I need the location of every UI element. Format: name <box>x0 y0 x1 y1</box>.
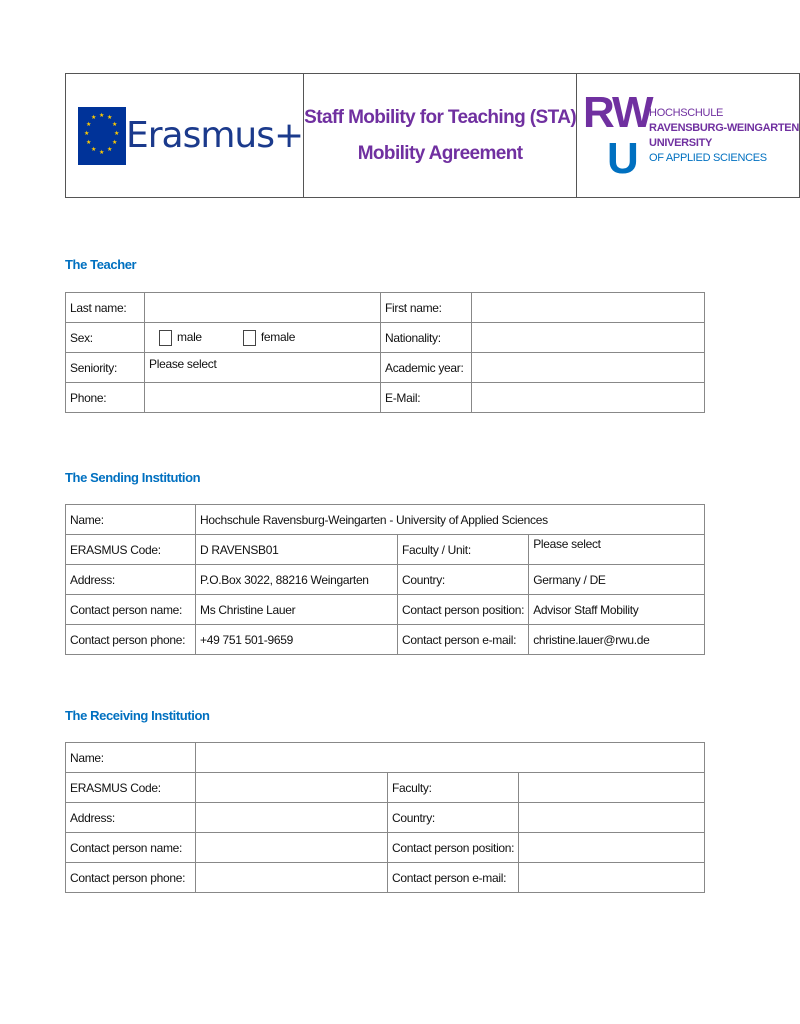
sending-erasmus-code-value: D RAVENSB01 <box>196 535 398 565</box>
nationality-field[interactable] <box>472 323 705 353</box>
email-field[interactable] <box>472 383 705 413</box>
rwu-logo: RW U HOCHSCHULE RAVENSBURG-WEINGARTEN UNIVERSITY OF APPLIED SCIENCES <box>583 87 799 183</box>
sending-contact-position-value: Advisor Staff Mobility <box>529 595 705 625</box>
sending-name-value: Hochschule Ravensburg-Weingarten - University of Applied Sciences <box>196 505 705 535</box>
sending-contact-email-label: Contact person e-mail: <box>398 625 529 655</box>
sex-label: Sex: <box>66 323 145 353</box>
receiving-table <box>65 742 705 893</box>
receiving-erasmus-code-label: ERASMUS Code: <box>66 773 196 803</box>
female-label: female <box>260 329 296 344</box>
sending-erasmus-code-label: ERASMUS Code: <box>66 535 196 565</box>
page-subtitle: Mobility Agreement <box>357 142 523 164</box>
erasmus-logo-text: Erasmus+ <box>126 115 304 156</box>
receiving-country-field[interactable] <box>519 803 705 833</box>
last-name-label: Last name: <box>66 293 145 323</box>
receiving-contact-name-field[interactable] <box>196 833 388 863</box>
academic-year-field[interactable] <box>472 353 705 383</box>
teacher-table <box>65 292 705 413</box>
receiving-address-label: Address: <box>66 803 196 833</box>
receiving-faculty-field[interactable] <box>519 773 705 803</box>
receiving-section-title: The Receiving Institution <box>65 708 210 723</box>
receiving-country-label: Country: <box>388 803 519 833</box>
receiving-address-field[interactable] <box>196 803 388 833</box>
first-name-field[interactable] <box>472 293 705 323</box>
receiving-contact-email-field[interactable] <box>519 863 705 893</box>
eu-flag-icon: ★ ★ ★ ★ ★ ★ ★ ★ ★ ★ ★ ★ <box>78 107 126 165</box>
sending-contact-name-value: Ms Christine Lauer <box>196 595 398 625</box>
receiving-contact-phone-label: Contact person phone: <box>66 863 196 893</box>
rwu-line1: HOCHSCHULE <box>649 106 724 119</box>
sending-contact-name-label: Contact person name: <box>66 595 196 625</box>
sending-contact-phone-value: +49 751 501-9659 <box>196 625 398 655</box>
receiving-faculty-label: Faculty: <box>388 773 519 803</box>
receiving-erasmus-code-field[interactable] <box>196 773 388 803</box>
receiving-name-label: Name: <box>66 743 196 773</box>
sending-table <box>65 504 705 655</box>
female-checkbox[interactable] <box>243 330 256 346</box>
email-label: E-Mail: <box>381 383 472 413</box>
receiving-contact-email-label: Contact person e-mail: <box>388 863 519 893</box>
sending-country-label: Country: <box>398 565 529 595</box>
erasmus-logo-cell <box>66 74 304 198</box>
title-cell <box>304 74 577 198</box>
last-name-field[interactable] <box>145 293 381 323</box>
receiving-contact-position-label: Contact person position: <box>388 833 519 863</box>
rwu-line3: UNIVERSITY <box>649 136 713 149</box>
phone-label: Phone: <box>66 383 145 413</box>
sending-section-title: The Sending Institution <box>65 470 201 485</box>
academic-year-label: Academic year: <box>381 353 472 383</box>
sending-contact-email-value: christine.lauer@rwu.de <box>529 625 705 655</box>
seniority-label: Seniority: <box>66 353 145 383</box>
sending-faculty-select[interactable]: Please select <box>529 535 705 565</box>
first-name-label: First name: <box>381 293 472 323</box>
rwu-line2: RAVENSBURG-WEINGARTEN <box>649 121 799 134</box>
sending-contact-position-label: Contact person position: <box>398 595 529 625</box>
rwu-logo-cell <box>577 74 800 198</box>
receiving-contact-phone-field[interactable] <box>196 863 388 893</box>
sending-name-label: Name: <box>66 505 196 535</box>
rwu-line4: OF APPLIED SCIENCES <box>649 151 767 164</box>
receiving-contact-position-field[interactable] <box>519 833 705 863</box>
page-title: Staff Mobility for Teaching (STA) <box>304 106 577 128</box>
header-table <box>65 73 800 198</box>
sending-contact-phone-label: Contact person phone: <box>66 625 196 655</box>
teacher-section-title: The Teacher <box>65 257 137 272</box>
phone-field[interactable] <box>145 383 381 413</box>
receiving-contact-name-label: Contact person name: <box>66 833 196 863</box>
sending-address-label: Address: <box>66 565 196 595</box>
receiving-name-field[interactable] <box>196 743 705 773</box>
sending-country-value: Germany / DE <box>529 565 705 595</box>
sending-address-value: P.O.Box 3022, 88216 Weingarten <box>196 565 398 595</box>
nationality-label: Nationality: <box>381 323 472 353</box>
male-checkbox[interactable] <box>159 330 172 346</box>
sending-faculty-label: Faculty / Unit: <box>398 535 529 565</box>
seniority-select[interactable]: Please select <box>145 353 381 383</box>
male-label: male <box>177 329 202 344</box>
sex-field <box>145 323 381 353</box>
